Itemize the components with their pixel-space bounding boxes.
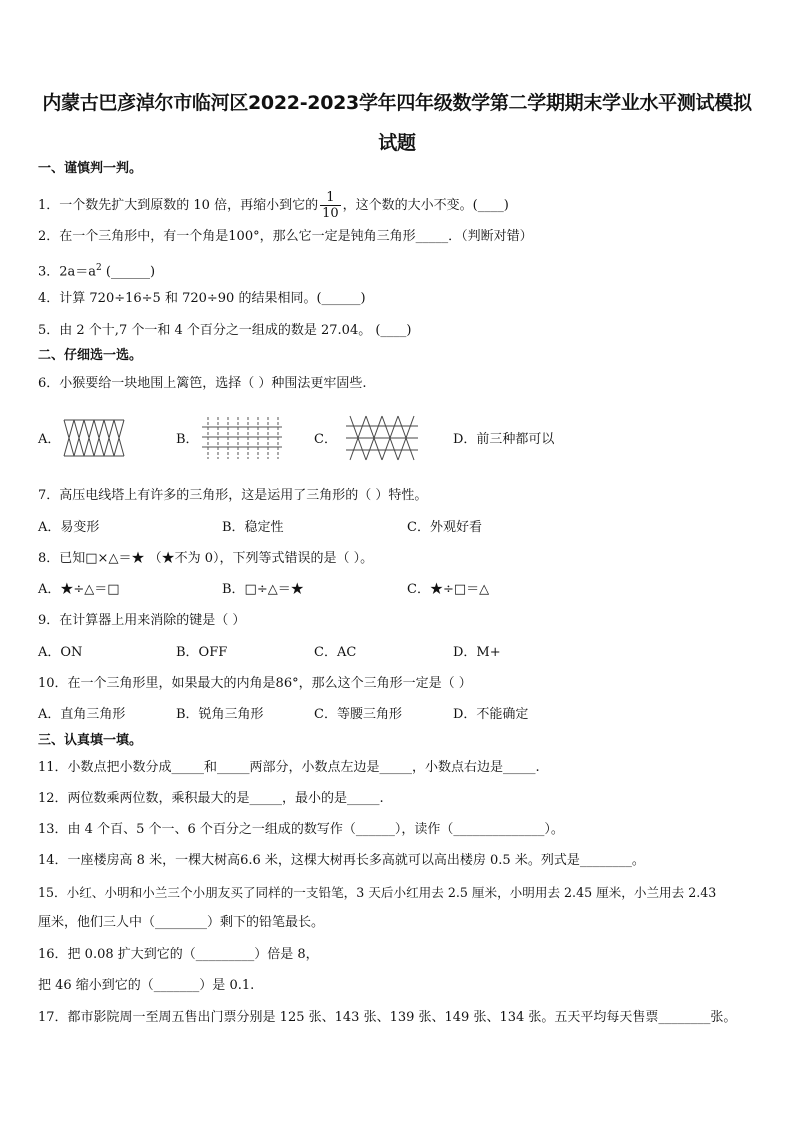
question-8: 8．已知□×△＝★ （★不为 0），下列等式错误的是（ ）。 xyxy=(38,551,374,566)
question-10: 10．在一个三角形里，如果最大的内角是86°，那么这个三角形一定是（ ） xyxy=(38,676,472,691)
section-1-heading: 一、谨慎判一判。 xyxy=(38,161,143,176)
question-3-text: 3．2a＝a xyxy=(38,264,97,280)
question-1-text-end: ，这个数的大小不变。(____) xyxy=(342,198,509,213)
fraction-numerator: 1 xyxy=(320,190,341,206)
question-11: 11．小数点把小数分成_____和_____两部分，小数点左边是_____，小数点右边是_____. xyxy=(38,760,540,775)
question-1-text-start: 1．一个数先扩大到原数的 10 倍，再缩小到它的 xyxy=(38,198,319,213)
question-16-line-1: 16．把 0.08 扩大到它的（_________）倍是 8， xyxy=(38,947,319,962)
q9-option-d: D．M+ xyxy=(453,645,501,660)
q7-option-a: A．易变形 xyxy=(38,520,100,535)
q9-option-c: C．AC xyxy=(314,645,357,660)
q10-option-a: A．直角三角形 xyxy=(38,707,126,722)
question-16-line-2: 把 46 缩小到它的（_______）是 0.1. xyxy=(38,978,255,993)
question-15-line-1: 15．小红、小明和小兰三个小朋友买了同样的一支铅笔，3 天后小红用去 2.5 厘米，小明用去 2.45 厘米，小兰用去 2.43 xyxy=(38,885,717,900)
q6-option-b-label: B． xyxy=(176,432,199,447)
question-14: 14．一座楼房高 8 米，一棵大树高6.6 米，这棵大树再长多高就可以高出楼房 0.5 米。列式是________。 xyxy=(38,853,645,868)
exponent: 2 xyxy=(96,263,102,273)
q8-option-b: B．□÷△＝★ xyxy=(222,582,304,597)
q6-option-c-label: C． xyxy=(314,432,337,447)
question-12: 12．两位数乘两位数，乘积最大的是_____，最小的是_____. xyxy=(38,791,384,806)
q6-option-d: D．前三种都可以 xyxy=(453,432,555,447)
question-3 xyxy=(38,259,155,281)
q7-option-b: B．稳定性 xyxy=(222,520,284,535)
q9-option-a: A．ON xyxy=(38,645,83,660)
q6-option-a-label: A． xyxy=(38,432,61,447)
question-1 xyxy=(38,190,509,221)
question-4: 4．计算 720÷16÷5 和 720÷90 的结果相同。(______) xyxy=(38,291,366,306)
question-7: 7．高压电线塔上有许多的三角形，这是运用了三角形的（ ）特性。 xyxy=(38,488,428,503)
fence-triangle-pattern-icon xyxy=(344,414,420,462)
question-6: 6．小猴要给一块地围上篱笆，选择（ ）种围法更牢固些. xyxy=(38,376,367,391)
section-2-heading: 二、仔细选一选。 xyxy=(38,348,143,363)
question-2: 2．在一个三角形中，有一个角是100°，那么它一定是钝角三角形_____．（判断对错） xyxy=(38,229,533,244)
exam-title-continued: 试题 xyxy=(378,132,416,154)
exam-title: 内蒙古巴彦淖尔市临河区2022-2023学年四年级数学第二学期期末学业水平测试模拟 xyxy=(42,92,752,114)
q8-option-a: A．★÷△＝□ xyxy=(38,582,120,597)
q10-option-d: D．不能确定 xyxy=(453,707,529,722)
q9-option-b: B．OFF xyxy=(176,645,228,660)
question-9: 9．在计算器上用来消除的键是（ ） xyxy=(38,613,246,628)
fraction-denominator: 10 xyxy=(322,206,339,221)
fraction-one-tenth xyxy=(320,190,341,221)
fence-diamond-pattern-icon xyxy=(62,417,126,459)
q10-option-c: C．等腰三角形 xyxy=(314,707,402,722)
q10-option-b: B．锐角三角形 xyxy=(176,707,264,722)
question-3-blank: (______) xyxy=(101,264,156,280)
question-17: 17．都市影院周一至周五售出门票分别是 125 张、143 张、139 张、149 张、134 张。五天平均每天售票________张。 xyxy=(38,1010,737,1025)
q8-option-c: C．★÷□＝△ xyxy=(407,582,490,597)
q7-option-c: C．外观好看 xyxy=(407,520,482,535)
section-3-heading: 三、认真填一填。 xyxy=(38,733,143,748)
question-5: 5．由 2 个十,7 个一和 4 个百分之一组成的数是 27.04。 (____) xyxy=(38,323,412,338)
fence-grid-pattern-icon xyxy=(200,415,284,461)
question-15-line-2: 厘米，他们三人中（________）剩下的铅笔最长。 xyxy=(38,915,325,930)
question-13: 13．由 4 个百、5 个一、6 个百分之一组成的数写作（______），读作（______________）。 xyxy=(38,822,564,837)
